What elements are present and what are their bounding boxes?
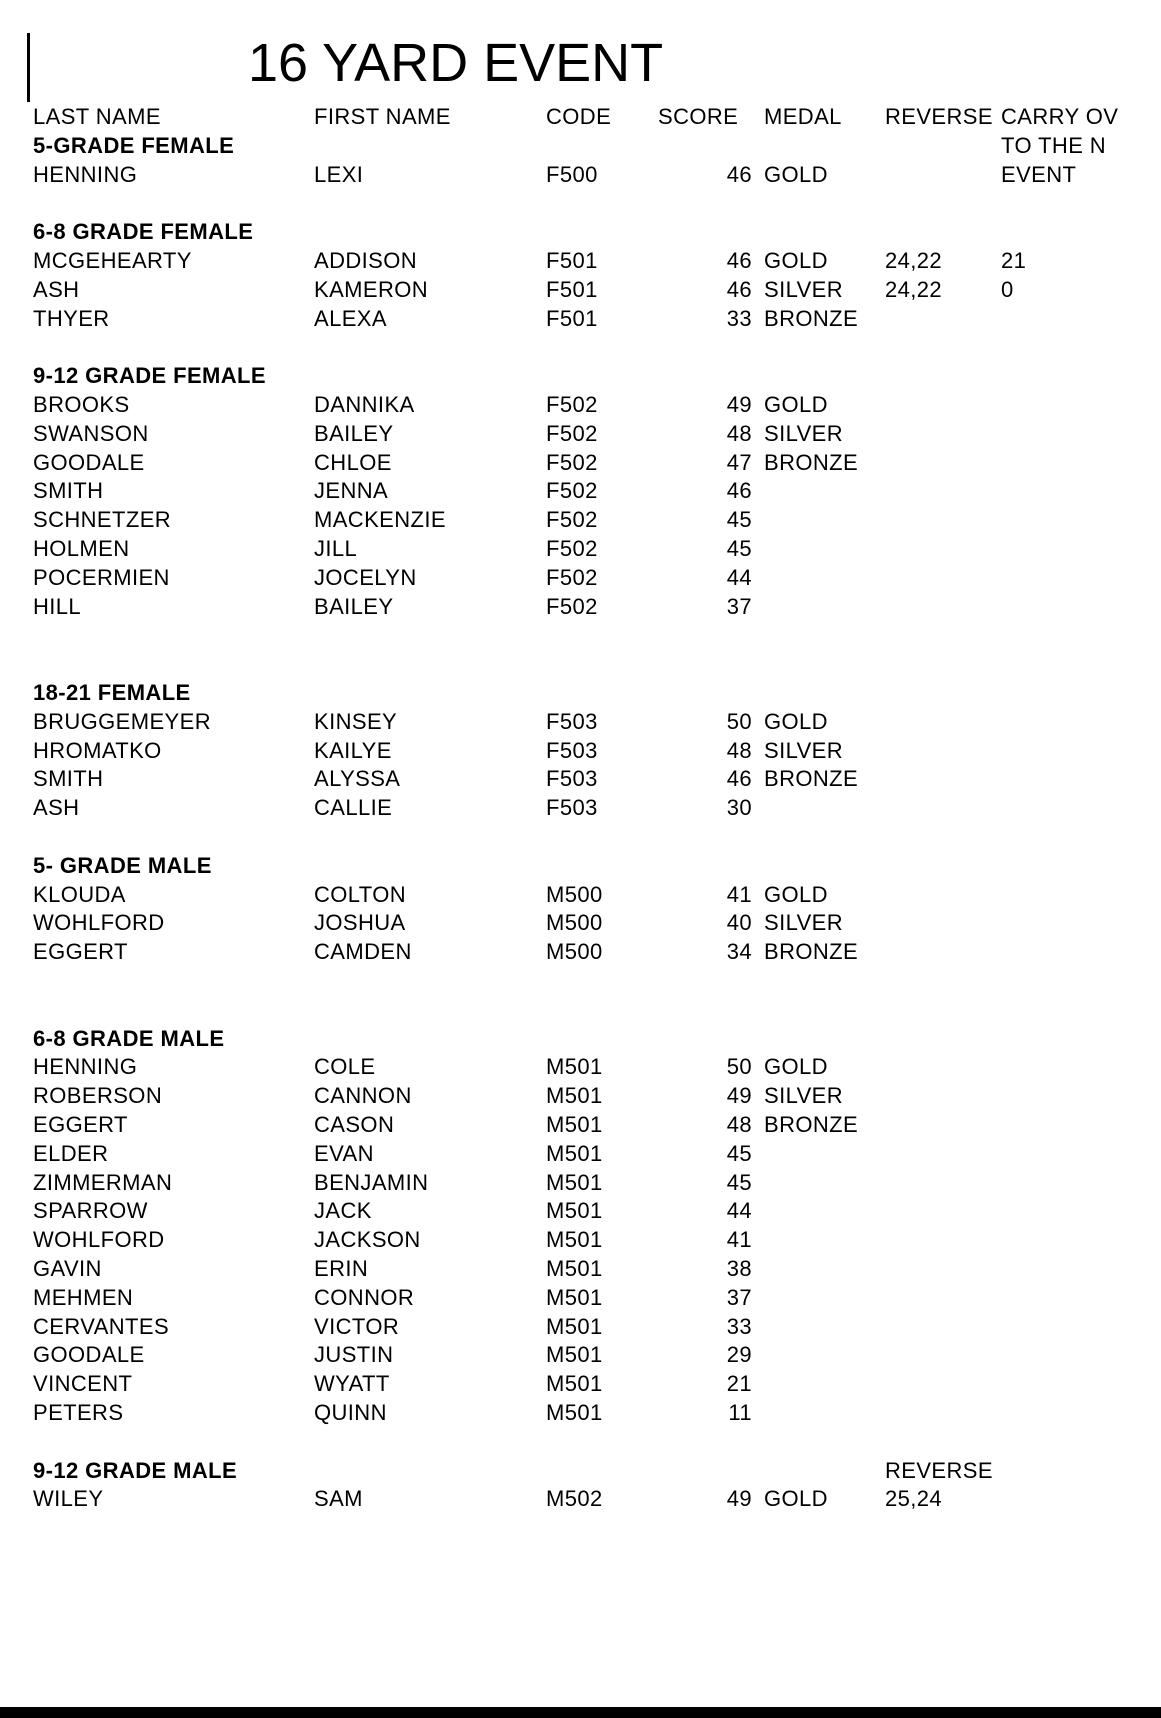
cell-first-name[interactable]: JOCELYN [314,564,417,590]
table-row [0,1340,1161,1369]
table-row [0,476,1161,505]
carry-over-header-fragment: TO THE N [1001,132,1107,158]
cell-first-name[interactable]: BAILEY [314,420,394,446]
cell-medal[interactable]: BRONZE [764,449,859,475]
table-row [0,793,1161,822]
cell-code[interactable]: M501 [546,1140,603,1166]
cell-code[interactable]: M501 [546,1313,603,1339]
cell-score[interactable]: 46 [726,478,752,504]
cell-medal[interactable]: BRONZE [764,305,859,331]
cell-first-name[interactable]: WYATT [314,1371,390,1397]
cell-first-name[interactable]: VICTOR [314,1313,400,1339]
table-row [0,908,1161,937]
cell-medal[interactable]: GOLD [764,161,828,187]
cell-first-name[interactable]: JACKSON [314,1227,421,1253]
cell-score[interactable]: 45 [726,1140,752,1166]
cell-first-name[interactable]: COLE [314,1054,376,1080]
cell-last-name[interactable]: HENNING [33,161,138,187]
table-row [0,304,1161,333]
cell-medal[interactable]: GOLD [764,881,828,907]
cell-score[interactable]: 45 [726,536,752,561]
table-row [0,1484,1161,1513]
cell-score[interactable]: 37 [726,593,752,619]
cell-medal[interactable]: SILVER [764,737,844,763]
cell-last-name[interactable]: ROBERSON [33,1083,163,1109]
cell-first-name[interactable]: CANNON [314,1083,412,1109]
cell-medal[interactable]: SILVER [764,910,844,936]
table-row [0,1254,1161,1283]
cell-carry-over[interactable]: 0 [1001,276,1014,302]
table-row [0,1168,1161,1197]
cell-last-name[interactable]: BROOKS [33,392,130,417]
table-row [0,1139,1161,1168]
cell-last-name[interactable]: SMITH [33,478,104,504]
cell-first-name[interactable]: JUSTIN [314,1342,394,1368]
cell-code[interactable]: M501 [546,1227,603,1253]
cell-code[interactable]: F502 [546,449,598,475]
cell-first-name[interactable]: CASON [314,1112,395,1137]
table-header-row [0,102,1161,131]
cell-first-name[interactable]: KINSEY [314,708,398,734]
cell-first-name[interactable]: JACK [314,1198,372,1224]
cell-last-name[interactable]: GOODALE [33,1342,145,1368]
cell-last-name[interactable]: VINCENT [33,1371,133,1397]
cell-score[interactable]: 49 [726,1486,752,1512]
table-row [0,1052,1161,1081]
cell-last-name[interactable]: KLOUDA [33,881,126,907]
cell-code[interactable]: M501 [546,1256,603,1281]
cell-code[interactable]: M501 [546,1054,603,1080]
cell-last-name[interactable]: THYER [33,305,110,331]
cell-carry-over[interactable]: EVENT [1001,161,1077,187]
cell-last-name[interactable]: ZIMMERMAN [33,1169,173,1195]
cell-first-name[interactable]: EVAN [314,1140,374,1166]
cell-first-name[interactable]: KAILYE [314,737,392,763]
column-header-code: CODE [546,104,612,129]
cell-score[interactable]: 46 [726,248,752,273]
cell-code[interactable]: F501 [546,305,598,331]
cell-reverse[interactable]: 24,22 [885,248,943,273]
cell-code[interactable]: F503 [546,708,598,734]
section-heading[interactable]: 6-8 GRADE MALE [33,1025,225,1051]
cell-first-name[interactable]: CAMDEN [314,939,412,965]
cell-score[interactable]: 44 [726,564,752,590]
cell-code[interactable]: M500 [546,910,603,936]
cell-code[interactable]: F501 [546,248,598,273]
cell-code[interactable]: F503 [546,737,598,763]
cell-last-name[interactable]: HENNING [33,1054,138,1080]
cell-score[interactable]: 40 [726,910,752,936]
table-row [0,534,1161,563]
cell-first-name[interactable]: ERIN [314,1256,369,1281]
cell-score[interactable]: 46 [726,161,752,187]
cell-code[interactable]: F500 [546,161,598,187]
cell-last-name[interactable]: HILL [33,593,82,619]
table-row [0,246,1161,275]
cell-code[interactable]: M501 [546,1284,603,1310]
cell-medal[interactable]: SILVER [764,420,844,446]
section-heading[interactable]: 5-GRADE FEMALE [33,132,235,158]
table-row [0,937,1161,966]
cell-score[interactable]: 11 [728,1400,752,1425]
cell-last-name[interactable]: POCERMIEN [33,564,170,590]
cell-code[interactable]: F503 [546,766,598,792]
cell-last-name[interactable]: BRUGGEMEYER [33,708,211,734]
cell-first-name[interactable]: JOSHUA [314,910,406,936]
table-row [0,505,1161,534]
cell-last-name[interactable]: EGGERT [33,939,128,965]
cell-code[interactable]: F502 [546,507,598,533]
cell-medal[interactable]: GOLD [764,1054,828,1080]
cell-code[interactable]: M501 [546,1083,603,1109]
cell-medal[interactable]: BRONZE [764,766,859,792]
table-row [0,1283,1161,1312]
section-heading[interactable]: 9-12 GRADE MALE [33,1457,238,1483]
cell-first-name[interactable]: CALLIE [314,795,393,821]
cell-medal[interactable]: GOLD [764,708,828,734]
cell-score[interactable]: 45 [726,1169,752,1195]
cell-score[interactable]: 46 [726,276,752,302]
cell-last-name[interactable]: PETERS [33,1400,124,1425]
table-row [0,390,1161,419]
table-row [0,448,1161,477]
cell-first-name[interactable]: DANNIKA [314,392,415,417]
table-row [0,1196,1161,1225]
cell-score[interactable]: 29 [726,1342,752,1368]
cell-score[interactable]: 21 [726,1371,752,1397]
cell-last-name[interactable]: ELDER [33,1140,109,1166]
table-row [0,1398,1161,1427]
cell-last-name[interactable]: MCGEHEARTY [33,248,192,273]
cell-last-name[interactable]: EGGERT [33,1112,128,1137]
cell-first-name[interactable]: SAM [314,1486,363,1512]
table-row [0,563,1161,592]
cell-score[interactable]: 46 [726,766,752,792]
cell-code[interactable]: M501 [546,1371,603,1397]
cell-last-name[interactable]: HROMATKO [33,737,162,763]
table-row [0,592,1161,621]
cell-score[interactable]: 33 [726,305,752,331]
cell-last-name[interactable]: WILEY [33,1486,104,1512]
table-row [0,1225,1161,1254]
cell-first-name[interactable]: KAMERON [314,276,429,302]
cell-first-name[interactable]: LEXI [314,161,364,187]
table-row [0,1369,1161,1398]
cell-score[interactable]: 47 [726,449,752,475]
cell-first-name[interactable]: ADDISON [314,248,418,273]
window-bottom-edge [0,1707,1161,1718]
section-heading-row [0,1024,1161,1053]
cell-code[interactable]: F502 [546,536,598,561]
cell-last-name[interactable]: WOHLFORD [33,1227,165,1253]
column-header-reverse: REVERSE [885,104,993,129]
cell-last-name[interactable]: HOLMEN [33,536,130,561]
cell-first-name[interactable]: CONNOR [314,1284,415,1310]
cell-score[interactable]: 50 [726,1054,752,1080]
cell-first-name[interactable]: ALYSSA [314,766,401,792]
cell-first-name[interactable]: QUINN [314,1400,387,1425]
column-header-medal: MEDAL [764,104,842,129]
table-row [0,275,1161,304]
table-row [0,419,1161,448]
section-heading-row [0,361,1161,390]
cell-score[interactable]: 33 [726,1313,752,1339]
table-row [0,1312,1161,1341]
cell-code[interactable]: M501 [546,1169,603,1195]
cell-last-name[interactable]: GAVIN [33,1256,102,1281]
cell-score[interactable]: 48 [726,1112,752,1137]
cell-score[interactable]: 49 [726,1083,752,1109]
section-heading-row [0,1456,1161,1485]
cell-medal[interactable]: GOLD [764,248,828,273]
table-row [0,707,1161,736]
cell-code[interactable]: F502 [546,593,598,619]
page-title: 16 YARD EVENT [248,33,664,93]
table-row [0,160,1161,189]
cell-code[interactable]: M500 [546,881,603,907]
cell-medal[interactable]: GOLD [764,392,828,417]
cell-score[interactable]: 45 [726,507,752,533]
column-header-last-name: LAST NAME [33,104,161,129]
section-heading[interactable]: 5- GRADE MALE [33,852,212,878]
cell-first-name[interactable]: JENNA [314,478,389,504]
cell-medal[interactable]: BRONZE [764,1112,859,1137]
cell-score[interactable]: 38 [726,1256,752,1281]
section-heading[interactable]: 18-21 FEMALE [33,680,191,705]
cell-last-name[interactable]: ASH [33,276,80,302]
cell-code[interactable]: F502 [546,420,598,446]
cell-score[interactable]: 41 [726,881,752,907]
section-heading[interactable]: 9-12 GRADE FEMALE [33,363,266,389]
cell-code[interactable]: F502 [546,564,598,590]
cell-medal[interactable]: BRONZE [764,939,859,965]
cell-first-name[interactable]: BENJAMIN [314,1169,429,1195]
section-heading-row [0,217,1161,246]
cell-code[interactable]: M500 [546,939,603,965]
cell-last-name[interactable]: SWANSON [33,420,149,446]
cell-first-name[interactable]: JILL [314,536,358,561]
table-row [0,736,1161,765]
cell-score[interactable]: 49 [726,392,752,417]
column-header-carry-over: CARRY OV [1001,104,1119,129]
text-cursor-caret [27,33,30,102]
cell-first-name[interactable]: MACKENZIE [314,507,446,533]
cell-medal[interactable]: SILVER [764,276,844,302]
cell-score[interactable]: 50 [726,708,752,734]
cell-last-name[interactable]: MEHMEN [33,1284,134,1310]
cell-score[interactable]: 48 [726,420,752,446]
cell-first-name[interactable]: BAILEY [314,593,394,619]
cell-code[interactable]: F502 [546,392,598,417]
cell-last-name[interactable]: SMITH [33,766,104,792]
cell-code[interactable]: M502 [546,1486,603,1512]
cell-score[interactable]: 41 [726,1227,752,1253]
cell-score[interactable]: 34 [726,939,752,965]
cell-last-name[interactable]: ASH [33,795,80,821]
cell-first-name[interactable]: ALEXA [314,305,387,331]
cell-score[interactable]: 37 [726,1284,752,1310]
cell-score[interactable]: 48 [726,737,752,763]
cell-score[interactable]: 30 [726,795,752,821]
cell-code[interactable]: M501 [546,1198,603,1224]
cell-medal[interactable]: SILVER [764,1083,844,1109]
cell-reverse[interactable]: 25,24 [885,1486,943,1512]
column-header-first-name: FIRST NAME [314,104,451,129]
cell-code[interactable]: F503 [546,795,598,821]
cell-first-name[interactable]: COLTON [314,881,407,907]
section-heading-row [0,851,1161,880]
column-header-score: SCORE [658,104,739,129]
cell-first-name[interactable]: CHLOE [314,449,392,475]
cell-last-name[interactable]: GOODALE [33,449,145,475]
section-heading-row [0,131,1161,160]
cell-last-name[interactable]: SCHNETZER [33,507,172,533]
cell-score[interactable]: 44 [726,1198,752,1224]
cell-code[interactable]: M501 [546,1400,603,1425]
table-row [0,1081,1161,1110]
cell-code[interactable]: F501 [546,276,598,302]
cell-last-name[interactable]: SPARROW [33,1198,148,1224]
cell-carry-over[interactable]: 21 [1001,248,1027,273]
cell-last-name[interactable]: CERVANTES [33,1313,170,1339]
cell-code[interactable]: F502 [546,478,598,504]
section-heading[interactable]: 6-8 GRADE FEMALE [33,219,254,245]
cell-last-name[interactable]: WOHLFORD [33,910,165,936]
table-row [0,1110,1161,1139]
section-heading-row [0,678,1161,707]
table-row [0,764,1161,793]
cell-reverse[interactable]: 24,22 [885,276,943,302]
table-row [0,880,1161,909]
cell-medal[interactable]: GOLD [764,1486,828,1512]
cell-code[interactable]: M501 [546,1342,603,1368]
section-reverse-label: REVERSE [885,1457,993,1483]
cell-code[interactable]: M501 [546,1112,603,1137]
